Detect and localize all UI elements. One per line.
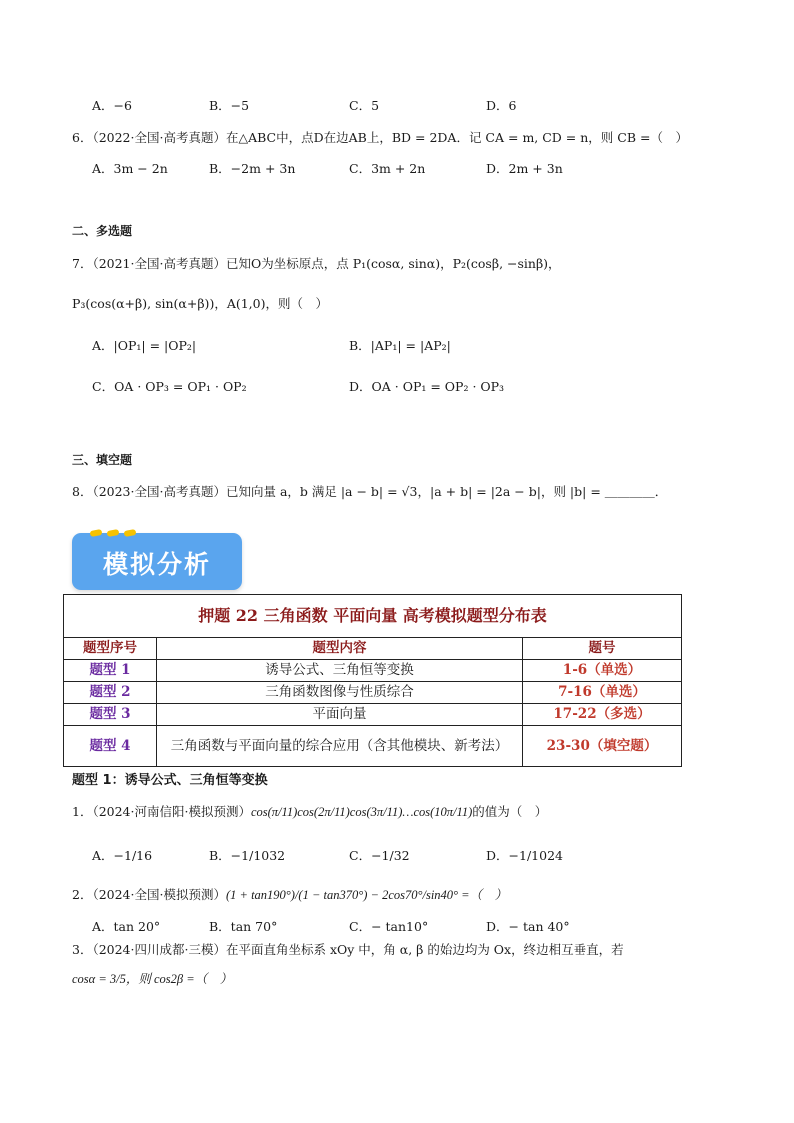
practice-2	[72, 885, 507, 903]
section-heading-fill-blank: 三、填空题	[72, 453, 133, 467]
table-cell-content: 诱导公式、三角恒等变换	[157, 660, 523, 682]
q5-option-c: C．5	[349, 98, 380, 113]
question-stem: 已知向量 a，b 满足 |a − b| = √3，|a + b| = |2a − b|，则 |b| = ＿＿＿＿．	[225, 484, 668, 499]
question-8	[72, 482, 667, 500]
question-7-line2: P₃(cos(α+β), sin(α+β))，A(1,0)，则（ ）	[72, 296, 328, 311]
banner-decoration-icon	[90, 530, 150, 542]
question-source: （2024·四川成都·三模）	[92, 942, 226, 957]
section-heading-multiple-choice: 二、多选题	[72, 224, 133, 238]
q6-option-a: A．3m − 2n	[92, 161, 168, 176]
p2-option-d: D．− tan 40°	[486, 919, 570, 934]
p2-option-a: A．tan 20°	[92, 919, 161, 934]
banner-label: 模拟分析	[102, 550, 211, 579]
question-stem-line1: 在平面直角坐标系 xOy 中，角 α, β 的始边均为 Ox，终边相互垂直，若	[225, 942, 624, 957]
question-number: 3．	[72, 942, 93, 957]
question-6	[72, 128, 688, 146]
q5-option-a: A．−6	[92, 98, 132, 113]
question-source: （2024·河南信阳·模拟预测）	[92, 804, 251, 819]
table-cell-range: 23-30（填空题）	[546, 737, 658, 754]
question-source: （2024·全国·模拟预测）	[92, 887, 226, 902]
q5-option-b: B．−5	[209, 98, 250, 113]
question-number: 2．	[72, 887, 93, 902]
question-source: （2022·全国·高考真题）	[92, 130, 226, 145]
p1-option-d: D．−1/1024	[486, 848, 563, 863]
question-number: 6．	[72, 130, 93, 145]
p1-option-a: A．−1/16	[92, 848, 153, 863]
table-cell-type: 题型 1	[64, 660, 157, 682]
table-cell-type: 题型 2	[64, 682, 157, 704]
q6-option-d: D．2m + 3n	[486, 161, 563, 176]
table-title: 押题 22 三角函数 平面向量 高考模拟题型分布表	[64, 595, 681, 638]
table-cell-type: 题型 4	[64, 726, 157, 766]
table-header: 题号	[523, 638, 681, 660]
p2-option-b: B．tan 70°	[209, 919, 278, 934]
q7-option-a: A．|OP₁| = |OP₂|	[92, 338, 197, 353]
table-cell-range: 17-22（多选）	[523, 704, 681, 726]
table-cell-content: 三角函数与平面向量的综合应用（含其他模块、新考法）	[157, 726, 523, 766]
question-number: 8．	[72, 484, 93, 499]
q7-option-d: D．OA · OP₁ = OP₂ · OP₃	[349, 379, 505, 394]
question-stem: 在△ABC中，点D在边AB上，BD = 2DA．记 CA = m, CD = n，则 CB =（ ）	[225, 130, 688, 145]
practice-1	[72, 802, 547, 820]
table-cell-content: 平面向量	[157, 704, 523, 726]
table-cell-content: 三角函数图像与性质综合	[157, 682, 523, 704]
q6-option-c: C．3m + 2n	[349, 161, 426, 176]
table-header: 题型内容	[157, 638, 523, 660]
question-tail: 的值为（ ）	[472, 804, 548, 819]
practice-3	[72, 940, 624, 958]
question-number: 1．	[72, 804, 93, 819]
q7-option-c: C．OA · OP₃ = OP₁ · OP₂	[92, 379, 247, 394]
table-cell-type: 题型 3	[64, 704, 157, 726]
question-expression: cos(π/11)cos(2π/11)cos(3π/11)…cos(10π/11)	[250, 805, 473, 819]
type1-heading: 题型 1：诱导公式、三角恒等变换	[72, 773, 268, 788]
q6-option-b: B．−2m + 3n	[209, 161, 296, 176]
table-header: 题型序号	[64, 638, 157, 660]
table-cell-range: 7-16（单选）	[523, 682, 681, 704]
q5-option-d: D．6	[486, 98, 517, 113]
p1-option-b: B．−1/1032	[209, 848, 286, 863]
p2-option-c: C．− tan10°	[349, 919, 429, 934]
question-expression: (1 + tan190°)/(1 − tan370°) − 2cos70°/sin40° =（ ）	[225, 888, 508, 902]
question-type-table	[63, 594, 682, 767]
question-7	[72, 254, 561, 272]
p1-option-c: C．−1/32	[349, 848, 410, 863]
question-number: 7．	[72, 256, 93, 271]
practice-3-line2: cosα = 3/5，则 cos2β =（ ）	[72, 972, 233, 986]
question-source: （2021·全国·高考真题）	[92, 256, 226, 271]
q7-option-b: B．|AP₁| = |AP₂|	[349, 338, 451, 353]
question-source: （2023·全国·高考真题）	[92, 484, 226, 499]
question-stem-line1: 已知O为坐标原点，点 P₁(cosα, sinα)，P₂(cosβ, −sinβ)，	[225, 256, 561, 271]
table-cell-range: 1-6（单选）	[523, 660, 681, 682]
